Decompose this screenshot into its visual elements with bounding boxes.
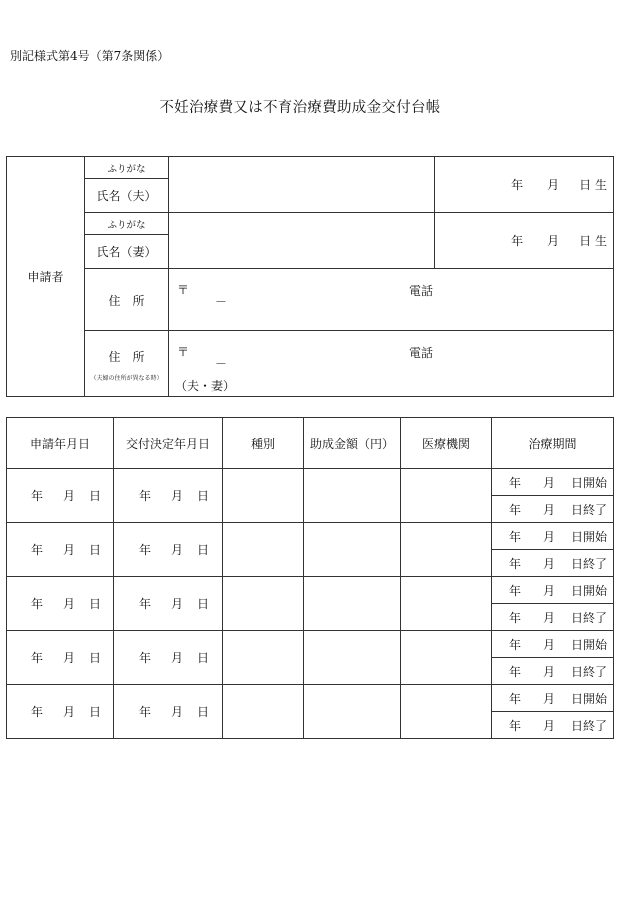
type-field[interactable] [223,685,304,739]
husband-name-label: 氏名（夫） [85,179,169,213]
period-end-field[interactable]: 年 月 日終了 [492,496,614,523]
husband-furigana-label: ふりがな [85,157,169,179]
second-address-field[interactable] [169,331,614,397]
wife-name-field[interactable] [169,213,435,269]
decision-date-field[interactable]: 年 月 日 [114,631,223,685]
phone-label: 電話 [409,284,434,298]
grant-amount-field[interactable] [304,685,401,739]
medical-institution-field[interactable] [401,577,492,631]
period-end-field[interactable]: 年 月 日終了 [492,550,614,577]
period-start-field[interactable]: 年 月 日開始 [492,577,614,604]
grant-amount-field[interactable] [304,469,401,523]
address-field[interactable] [169,269,614,331]
table-row [7,685,614,712]
postal-dash: － [215,357,228,371]
grant-amount-field[interactable] [304,577,401,631]
decision-date-field[interactable]: 年 月 日 [114,523,223,577]
header-treatment-period: 治療期間 [492,418,614,469]
period-end-field[interactable]: 年 月 日終了 [492,658,614,685]
period-end-field[interactable]: 年 月 日終了 [492,604,614,631]
medical-institution-field[interactable] [401,523,492,577]
period-start-field[interactable]: 年 月 日開始 [492,631,614,658]
application-date-field[interactable]: 年 月 日 [7,631,114,685]
header-decision-date: 交付決定年月日 [114,418,223,469]
husband-name-field[interactable] [169,157,435,213]
period-end-field[interactable]: 年 月 日終了 [492,712,614,739]
applicant-section-label: 申請者 [7,157,85,397]
period-start-field[interactable]: 年 月 日開始 [492,685,614,712]
wife-birthdate-field[interactable]: 年 月 日 生 [435,213,614,269]
type-field[interactable] [223,469,304,523]
document-title: 不妊治療費又は不育治療費助成金交付台帳 [159,100,441,116]
application-date-field[interactable]: 年 月 日 [7,469,114,523]
grant-amount-field[interactable] [304,523,401,577]
second-address-label: 住 所 （夫婦の住所が異なる時） [85,331,169,397]
application-date-field[interactable]: 年 月 日 [7,523,114,577]
header-medical-institution: 医療機関 [401,418,492,469]
type-field[interactable] [223,631,304,685]
medical-institution-field[interactable] [401,469,492,523]
type-field[interactable] [223,523,304,577]
application-date-field[interactable]: 年 月 日 [7,577,114,631]
form-number: 別記様式第4号（第7条関係） [10,49,170,63]
applicant-table [6,156,614,397]
decision-date-field[interactable]: 年 月 日 [114,577,223,631]
period-start-field[interactable]: 年 月 日開始 [492,469,614,496]
phone-label: 電話 [409,346,434,360]
table-row [7,631,614,658]
husband-birthdate-field[interactable]: 年 月 日 生 [435,157,614,213]
decision-date-field[interactable]: 年 月 日 [114,685,223,739]
wife-name-label: 氏名（妻） [85,235,169,269]
grant-ledger-table [6,417,614,739]
grant-amount-field[interactable] [304,631,401,685]
medical-institution-field[interactable] [401,631,492,685]
spouse-marker: （夫・妻） [175,379,236,393]
postal-dash: － [215,295,228,309]
postal-mark: 〒 [177,283,190,297]
postal-mark: 〒 [177,345,190,359]
header-type: 種別 [223,418,304,469]
table-row [7,469,614,496]
address-note: （夫婦の住所が異なる時） [90,374,163,382]
application-date-field[interactable]: 年 月 日 [7,685,114,739]
wife-furigana-label: ふりがな [85,213,169,235]
header-grant-amount: 助成金額（円） [304,418,401,469]
period-start-field[interactable]: 年 月 日開始 [492,523,614,550]
table-row [7,523,614,550]
header-application-date: 申請年月日 [7,418,114,469]
decision-date-field[interactable]: 年 月 日 [114,469,223,523]
medical-institution-field[interactable] [401,685,492,739]
table-row [7,577,614,604]
address-label: 住 所 [85,269,169,331]
type-field[interactable] [223,577,304,631]
